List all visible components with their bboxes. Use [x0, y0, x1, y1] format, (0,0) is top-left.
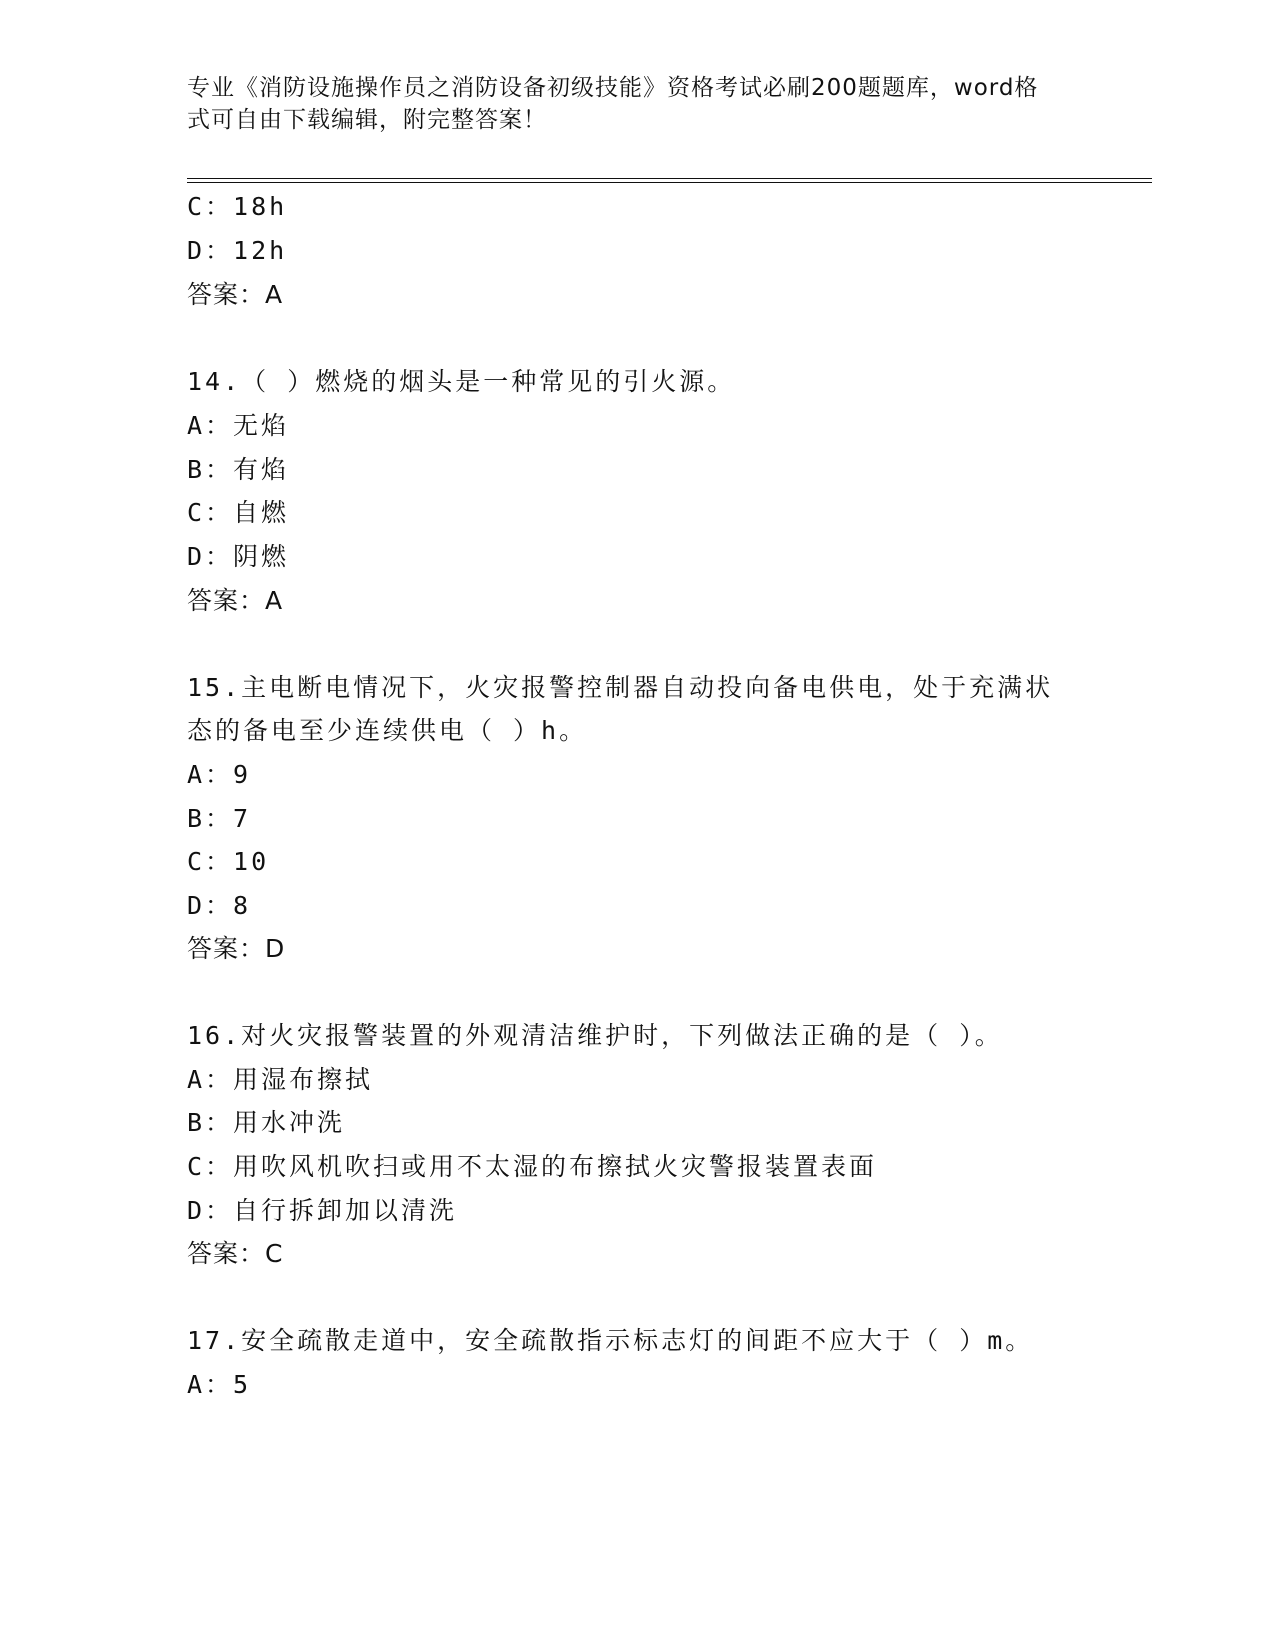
- document-header: [187, 72, 1077, 136]
- q16-option-d: D：自行拆卸加以清洗: [187, 1196, 458, 1225]
- q15-option-c: C：10: [187, 847, 270, 876]
- q14-option-d: D：阴燃: [187, 542, 290, 571]
- header-divider-bottom: [187, 182, 1152, 183]
- q14-question: 14.（ ）燃烧的烟头是一种常见的引火源。: [187, 367, 736, 396]
- q16-option-a: A：用湿布擦拭: [187, 1065, 374, 1094]
- q16-question: 16.对火灾报警装置的外观清洁维护时，下列做法正确的是（ ）。: [187, 1021, 1003, 1050]
- q16-answer: 答案：C: [187, 1239, 284, 1268]
- q15-option-d: D：8: [187, 891, 252, 920]
- header-line-2: 式可自由下载编辑，附完整答案！: [187, 107, 547, 133]
- q16-option-c: C：用吹风机吹扫或用不太湿的布擦拭火灾警报装置表面: [187, 1152, 878, 1181]
- prev-option-c: C：18h: [187, 192, 288, 221]
- q15-question-line-2: 态的备电至少连续供电（ ）h。: [187, 716, 588, 745]
- q14-option-a: A：无焰: [187, 411, 290, 440]
- header-line-1: 专业《消防设施操作员之消防设备初级技能》资格考试必刷200题题库，word格: [187, 75, 1039, 101]
- q16-option-b: B：用水冲洗: [187, 1108, 346, 1137]
- header-divider-top: [187, 178, 1152, 179]
- q17-question: 17.安全疏散走道中，安全疏散指示标志灯的间距不应大于（ ）m。: [187, 1326, 1034, 1355]
- q15-option-a: A：9: [187, 760, 252, 789]
- q15-option-b: B：7: [187, 804, 252, 833]
- q14-option-c: C：自燃: [187, 498, 290, 527]
- prev-option-d: D：12h: [187, 236, 288, 265]
- q15-question-line-1: 15.主电断电情况下，火灾报警控制器自动投向备电供电，处于充满状: [187, 673, 1054, 702]
- q15-answer: 答案：D: [187, 934, 286, 963]
- q14-answer: 答案：A: [187, 586, 284, 615]
- q14-option-b: B：有焰: [187, 455, 290, 484]
- prev-answer: 答案：A: [187, 280, 284, 309]
- q17-option-a: A：5: [187, 1370, 252, 1399]
